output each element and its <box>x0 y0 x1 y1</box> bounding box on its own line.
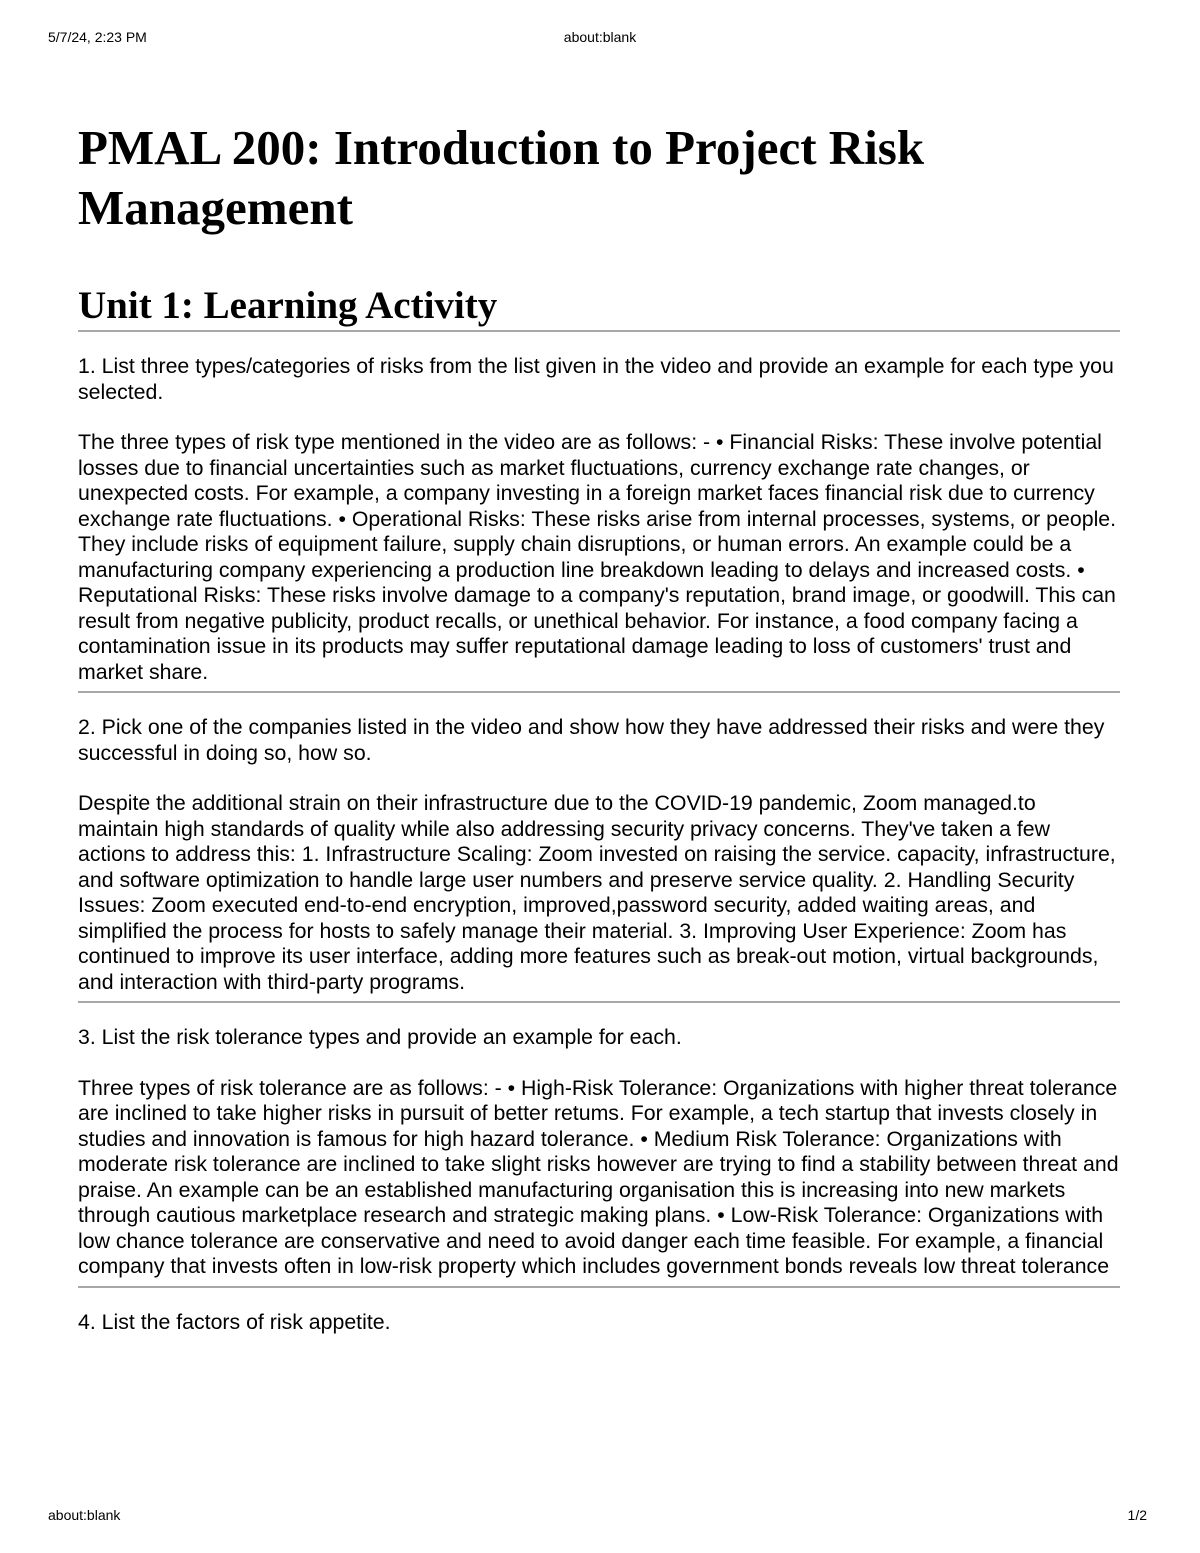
question-4: 4. List the factors of risk appetite. <box>78 1309 391 1334</box>
footer-url: about:blank <box>48 1507 121 1523</box>
answer-2: Despite the additional strain on their infrastructure due to the COVID-19 pandemic, Zoom managed.to maintain high standards of quality while also addressing security privacy concerns. They've taken a few actions to address this: 1. Infrastructure Scaling: Zoom invested on raising the service. capacity, infrastructure, and software optimization to handle large user numbers and preserve service quality. 2. Handling Security Issues: Zoom executed end-to-end encryption, improved,password security, added waiting areas, and simplified the process for hosts to safely manage their material. 3. Improving User Experience: Zoom has continued to improve its user interface, adding more features such as break-out motion, virtual backgrounds, and interaction with third-party programs. <box>78 791 1116 994</box>
qa-section-3 <box>78 1003 1120 1280</box>
question-2: 2. Pick one of the companies listed in the video and show how they have addressed their risks and were they successful in doing so, how so. <box>78 715 1105 765</box>
question-1: 1. List three types/categories of risks from the list given in the video and provide an example for each type you selected. <box>78 354 1114 404</box>
print-url: about:blank <box>563 29 637 45</box>
answer-3: Three types of risk tolerance are as follows: - • High-Risk Tolerance: Organizations with higher threat tolerance are inclined to take higher risks in pursuit of better retums. For example, a tech startup that invests closely in studies and innovation is famous for high hazard tolerance. • Medium Risk Tolerance: Organizations with moderate risk tolerance are inclined to take slight risks however are trying to find a stability between threat and praise. An example can be an established manufacturing organisation this is increasing into new markets through cautious marketplace research and strategic making plans. • Low-Risk Tolerance: Organizations with low chance tolerance are conservative and need to avoid danger each time feasible. For example, a financial company that invests often in low-risk property which includes government bonds reveals low threat tolerance <box>78 1075 1119 1278</box>
answer-1: The three types of risk type mentioned in the video are as follows: - • Financial Risks: These involve potential losses due to financial uncertainties such as market fluctuations, currency exchange rate changes, or unexpected costs. For example, a company investing in a foreign market faces financial risk due to currency exchange rate fluctuations. • Operational Risks: These risks arise from internal processes, systems, or people. They include risks of equipment failure, supply chain disruptions, or human errors. An example could be a manufacturing company experiencing a production line breakdown leading to delays and increased costs. • Reputational Risks: These risks involve damage to a company's reputation, brand image, or goodwill. This can result from negative publicity, product recalls, or unethical behavior. For instance, a food company facing a contamination issue in its products may suffer reputational damage leading to loss of customers' trust and market share. <box>78 430 1117 684</box>
qa-section-4 <box>78 1288 1120 1336</box>
document-body <box>78 118 1120 1335</box>
question-3: 3. List the risk tolerance types and provide an example for each. <box>78 1025 682 1049</box>
unit-title: Unit 1: Learning Activity <box>78 284 498 327</box>
document-title: PMAL 200: Introduction to Project Risk Management <box>78 120 925 235</box>
page-number: 1/2 <box>1127 1507 1147 1523</box>
qa-section-2 <box>78 693 1120 995</box>
print-datetime: 5/7/24, 2:23 PM <box>48 29 147 45</box>
qa-section-1 <box>78 332 1120 685</box>
